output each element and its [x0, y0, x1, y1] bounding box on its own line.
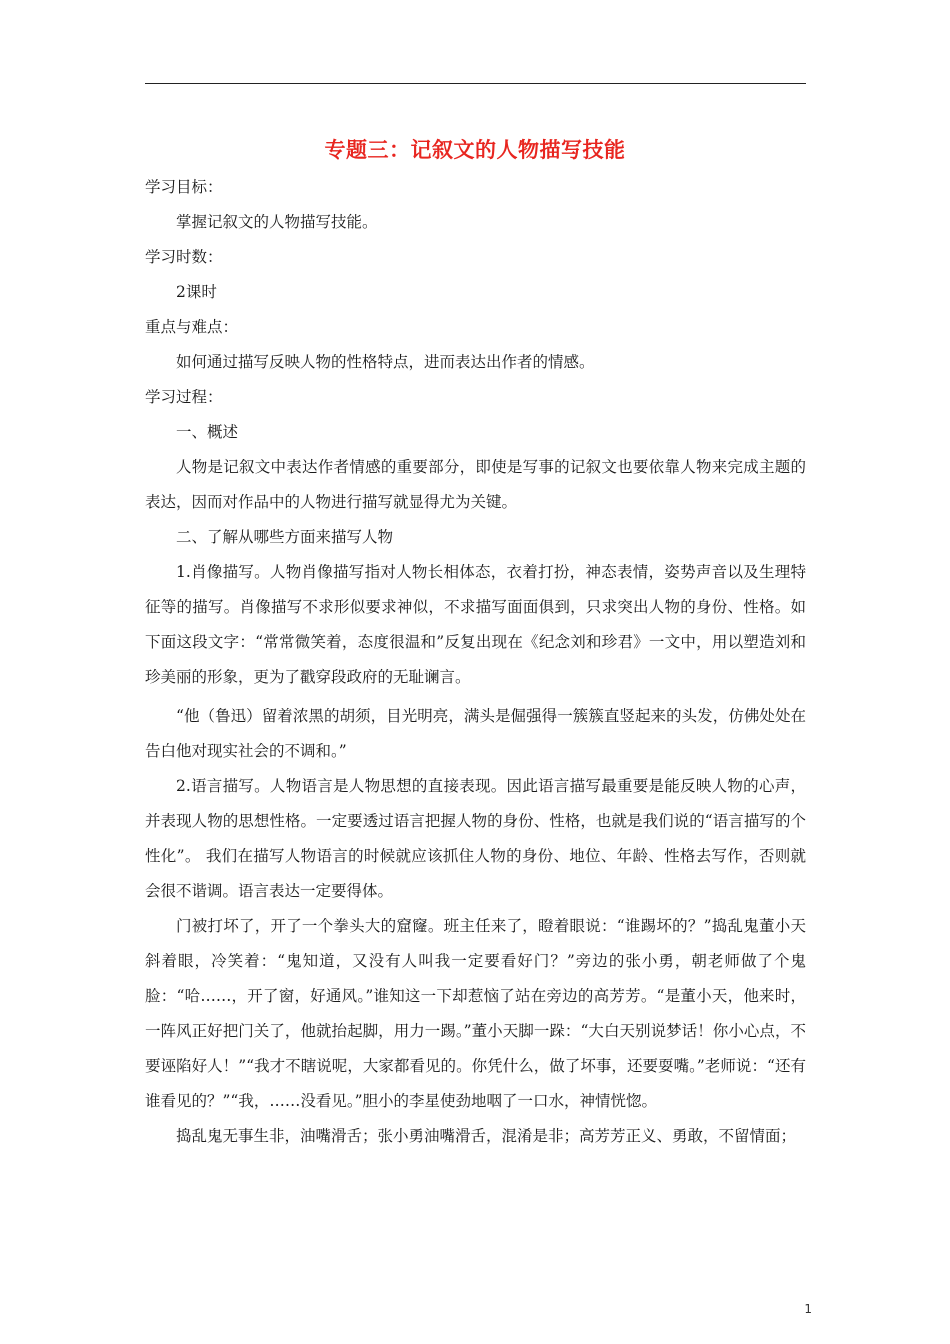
- focus-label: 重点与难点：: [145, 318, 239, 336]
- hours-label: 学习时数：: [145, 248, 223, 266]
- section1-heading: 一、概述: [176, 423, 239, 441]
- language-paragraph: 2.语言描写。人物语言是人物思想的直接表现。因此语言描写最重要是能反映人物的心声，并表现人物的思想性格。一定要透过语言把握人物的身份、性格，也就是我们说的“语言描写的个性化”。 我们在描写人物语言的时候就应该抓住人物的身份、地位、年龄、性格去写作，否则就会很不谐调。语言表达一定要得体。: [145, 777, 806, 900]
- page-title: 专题三：记叙文的人物描写技能: [324, 138, 626, 162]
- process-label: 学习过程：: [145, 388, 223, 406]
- header-rule: [145, 83, 806, 84]
- page-number: 1: [804, 1302, 812, 1316]
- portrait-paragraph: 1.肖像描写。人物肖像描写指对人物长相体态，衣着打扮，神态表情，姿势声音以及生理特征等的描写。肖像描写不求形似要求神似，不求描写面面俱到，只求突出人物的身份、性格。如下面这段文字：“常常微笑着，态度很温和”反复出现在《纪念刘和珍君》一文中，用以塑造刘和珍美丽的形象，更为了戳穿段政府的无耻谰言。: [145, 563, 806, 686]
- objectives-label: 学习目标：: [145, 178, 223, 196]
- objectives-text: 掌握记叙文的人物描写技能。: [176, 213, 378, 231]
- section2-heading: 二、了解从哪些方面来描写人物: [176, 528, 394, 546]
- language-example: 门被打坏了，开了一个拳头大的窟窿。班主任来了，瞪着眼说：“谁踢坏的？”捣乱鬼董小天斜着眼，冷笑着：“鬼知道，又没有人叫我一定要看好门？”旁边的张小勇，朝老师做了个鬼脸：“哈……，开了窗，好通风。”谁知这一下却惹恼了站在旁边的高芳芳。“是董小天，他来时，一阵风正好把门关了，他就抬起脚，用力一踢。”董小天脚一跺：“大白天别说梦话！你小心点，不要诬陷好人！”“我才不瞎说呢，大家都看见的。你凭什么，做了坏事，还要耍嘴。”老师说：“还有谁看见的？”“我，……没看见。”胆小的李星使劲地咽了一口水，神情恍惚。: [145, 917, 806, 1110]
- portrait-quote: “他（鲁迅）留着浓黑的胡须，目光明亮，满头是倔强得一簇簇直竖起来的头发，仿佛处处在告白他对现实社会的不调和。”: [145, 707, 806, 760]
- section1-text: 人物是记叙文中表达作者情感的重要部分，即使是写事的记叙文也要依靠人物来完成主题的表达，因而对作品中的人物进行描写就显得尤为关键。: [145, 458, 806, 511]
- hours-text: 2课时: [176, 283, 217, 301]
- focus-text: 如何通过描写反映人物的性格特点，进而表达出作者的情感。: [176, 353, 595, 371]
- document-body: [145, 170, 806, 1154]
- language-analysis: 捣乱鬼无事生非，油嘴滑舌；张小勇油嘴滑舌，混淆是非；高芳芳正义、勇敢，不留情面；: [176, 1127, 797, 1145]
